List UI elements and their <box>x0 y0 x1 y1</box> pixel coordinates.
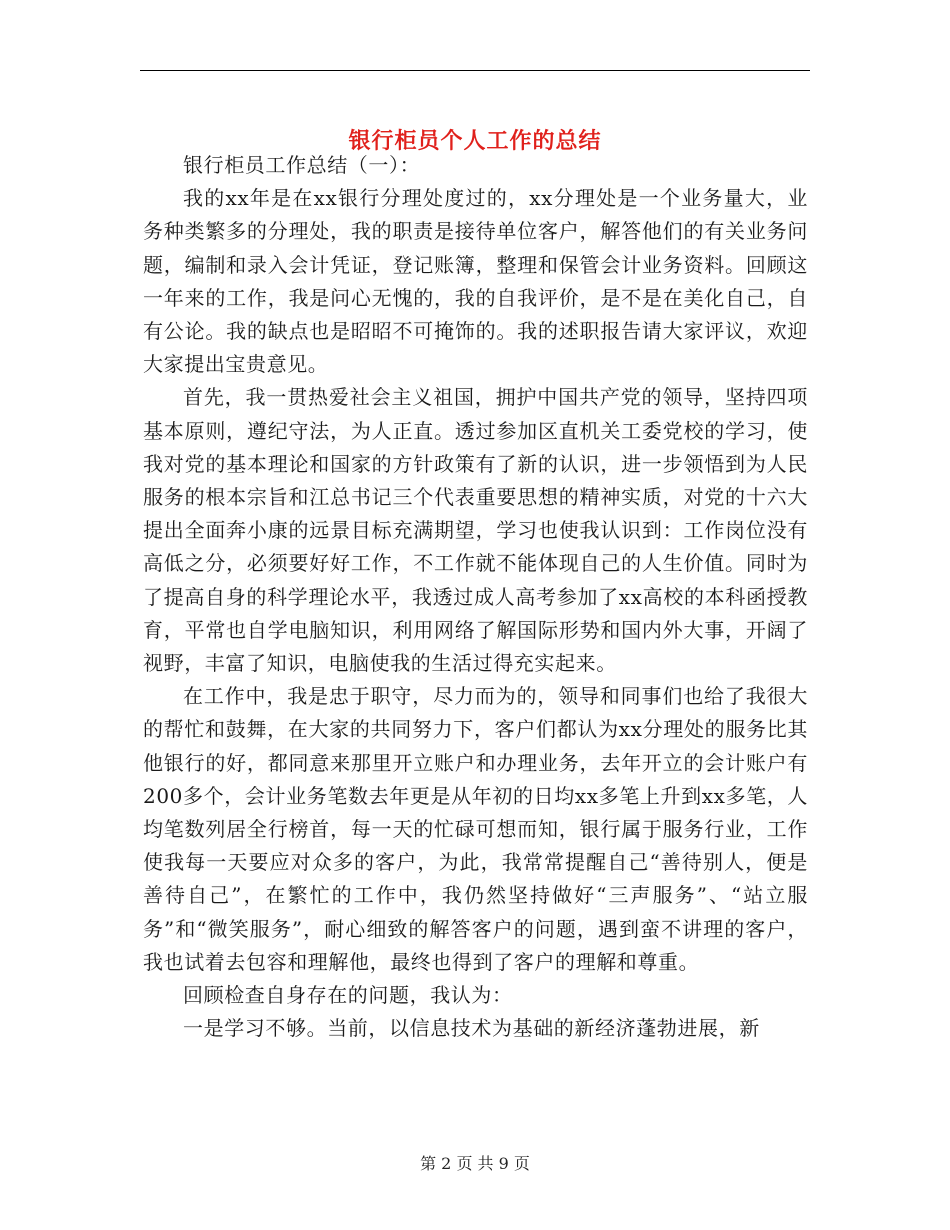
header-rule <box>140 70 810 71</box>
paragraph: 首先，我一贯热爱社会主义祖国，拥护中国共产党的领导，坚持四项基本原则，遵纪守法，为人正直。透过参加区直机关工委党校的学习，使我对党的基本理论和国家的方针政策有了新的认识，进一步领悟到为人民服务的根本宗旨和江总书记三个代表重要思想的精神实质，对党的十六大提出全面奔小康的远景目标充满期望，学习也使我认识到：工作岗位没有高低之分，必须要好好工作，不工作就不能体现自己的人生价值。同时为了提高自身的科学理论水平，我透过成人高考参加了xx高校的本科函授教育，平常也自学电脑知识，利用网络了解国际形势和国内外大事，开阔了视野，丰富了知识，电脑使我的生活过得充实起来。 <box>143 385 808 676</box>
paragraph: 回顾检查自身存在的问题，我认为： <box>183 983 513 1008</box>
document-body <box>143 149 808 1045</box>
paragraph: 一是学习不够。当前，以信息技术为基础的新经济蓬勃进展，新 <box>183 1016 760 1041</box>
section-heading: 银行柜员工作总结（一）： <box>183 153 421 177</box>
paragraph: 在工作中，我是忠于职守，尽力而为的，领导和同事们也给了我很大的帮忙和鼓舞，在大家的共同努力下，客户们都认为xx分理处的服务比其他银行的好，都同意来那里开立账户和办理业务，去年开立的会计账户有200多个，会计业务笔数去年更是从年初的日均xx多笔上升到xx多笔，人均笔数列居全行榜首，每一天的忙碌可想而知，银行属于服务行业，工作使我每一天要应对众多的客户，为此，我常常提醒自己“善待别人，便是善待自己”，在繁忙的工作中，我仍然坚持做好“三声服务”、“站立服务”和“微笑服务”，耐心细致的解答客户的问题，遇到蛮不讲理的客户，我也试着去包容和理解他，最终也得到了客户的理解和尊重。 <box>143 684 808 974</box>
document-title: 银行柜员个人工作的总结 <box>348 127 602 154</box>
page-number-footer: 第 2 页 共 9 页 <box>420 1154 530 1173</box>
paragraph: 我的xx年是在xx银行分理处度过的，xx分理处是一个业务量大，业务种类繁多的分理处，我的职责是接待单位客户，解答他们的有关业务问题，编制和录入会计凭证，登记账簿，整理和保管会计业务资料。回顾这一年来的工作，我是问心无愧的，我的自我评价，是不是在美化自己，自有公论。我的缺点也是昭昭不可掩饰的。我的述职报告请大家评议，欢迎大家提出宝贵意见。 <box>143 186 808 377</box>
